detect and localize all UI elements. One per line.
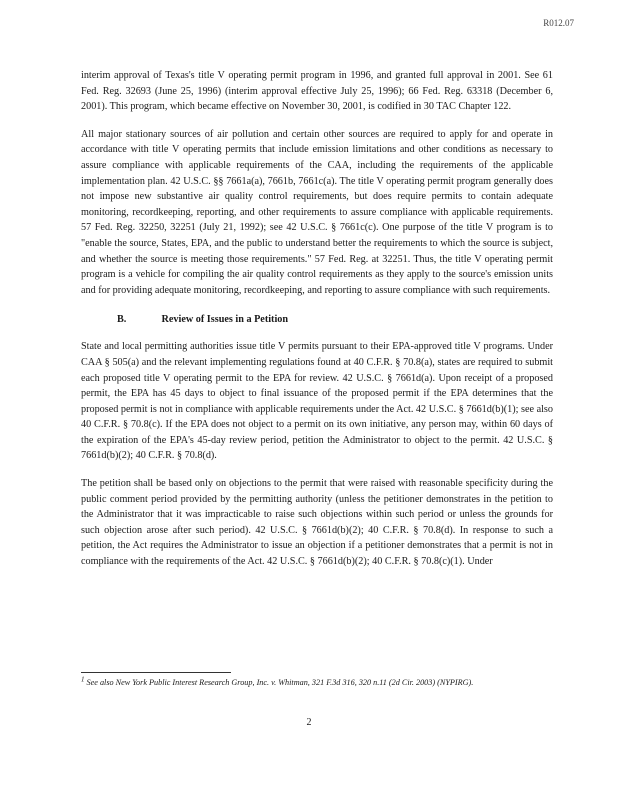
body-content	[81, 68, 553, 570]
footnote-text: See also New York Public Interest Research Group, Inc. v. Whitman, 321 F.3d 316, 320 n.11 (2d Cir. 2003) (NYPIRG).	[86, 678, 474, 687]
paragraph-review-process: State and local permitting authorities issue title V permits pursuant to their EPA-approved title V programs. Under CAA § 505(a) and the relevant implementing regulations found at 40 C.F.R. § 70.8(a), states are required to submit each proposed title V operating permit to the EPA for review. 42 U.S.C. § 7661d(a). Upon receipt of a proposed permit, the EPA has 45 days to object to final issuance of the proposed permit if the EPA determines that the proposed permit is not in compliance with applicable requirements under the Act. 42 U.S.C. § 7661d(b)(1); see also 40 C.F.R. § 70.8(c). If the EPA does not object to a permit on its own initiative, any person may, within 60 days of the expiration of the EPA's 45-day review period, petition the Administrator to object to the permit. 42 U.S.C. § 7661d(b)(2); 40 C.F.R. § 70.8(d).	[81, 341, 553, 462]
footnotes	[81, 672, 553, 688]
footnote-1	[81, 677, 553, 688]
footnote-marker: 1	[81, 675, 85, 684]
footnote-divider	[81, 672, 231, 673]
paragraph-title-v-overview: All major stationary sources of air pollution and certain other sources are required to apply for and operate in accordance with title V operating permits that include emission limitations and other conditions as necessary to assure compliance with applicable requirements of the CAA, including the requirements of the applicable implementation plan. 42 U.S.C. §§ 7661a(a), 7661b, 7661c(a). The title V operating permit program generally does not impose new substantive air quality control requirements, but does require permits to contain adequate monitoring, recordkeeping, reporting, and other requirements to assure compliance with applicable requirements. 57 Fed. Reg. 32250, 32251 (July 21, 1992); see 42 U.S.C. § 7661c(c). One purpose of the title V program is to "enable the source, States, EPA, and the public to understand better the requirements to which the source is subject, and whether the source is meeting those requirements." 57 Fed. Reg. at 32251. Thus, the title V operating permit program is a vehicle for compiling the air quality control requirements as they apply to the source's emission units and for providing adequate monitoring, recordkeeping, and reporting to assure compliance with such requirements.	[81, 128, 553, 296]
page-number: 2	[306, 717, 312, 728]
section-title: Review of Issues in a Petition	[161, 314, 289, 326]
section-heading	[81, 314, 553, 325]
section-letter: B.	[117, 314, 127, 326]
paragraph-petition-basis: The petition shall be based only on objections to the permit that were raised with reasonable specificity during the public comment period provided by the permitting authority (unless the petitioner demonstrates in the petition to the Administrator that it was impracticable to raise such objections within such period or unless the grounds for such objection arose after such period). 42 U.S.C. § 7661d(b)(2); 40 C.F.R. § 70.8(d). In response to such a petition, the Act requires the Administrator to issue an objection if a petitioner demonstrates that a permit is not in compliance with the requirements of the Act. 42 U.S.C. § 7661d(b)(2); 40 C.F.R. § 70.8(c)(1). Under	[81, 478, 553, 568]
paragraph-intro: interim approval of Texas's title V operating permit program in 1996, and granted full approval in 2001. See 61 Fed. Reg. 32693 (June 25, 1996) (interim approval effective July 25, 1996); 66 Fed. Reg. 63318 (December 6, 2001). This program, which became effective on November 30, 2001, is codified in 30 TAC Chapter 122.	[81, 70, 553, 113]
document-id: R012.07	[543, 18, 574, 28]
